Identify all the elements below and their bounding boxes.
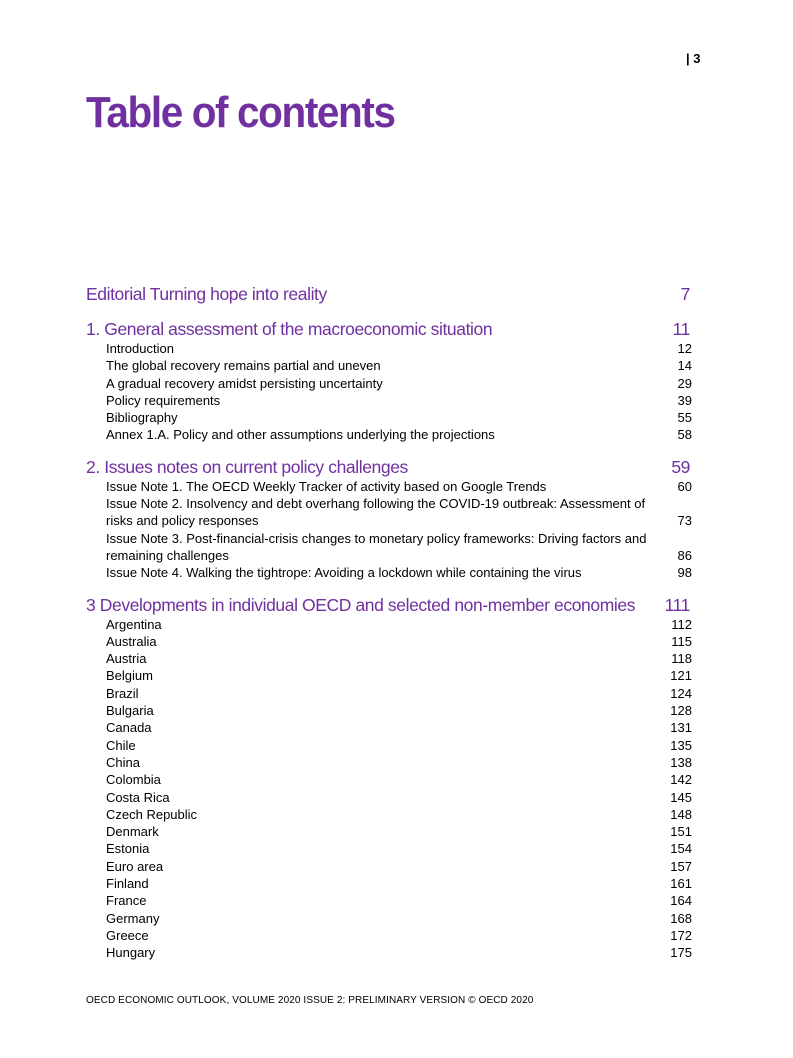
toc-entry-page-number: 157	[670, 858, 692, 874]
page-footer: OECD ECONOMIC OUTLOOK, VOLUME 2020 ISSUE 2: PRELIMINARY VERSION © OECD 2020	[86, 995, 534, 1006]
toc-entry-label: The global recovery remains partial and uneven	[106, 358, 381, 374]
toc-entry[interactable]	[86, 340, 692, 357]
chapter-title: Editorial Turning hope into reality	[86, 284, 327, 304]
toc-chapter-4[interactable]	[86, 595, 692, 615]
toc-entry-page-number: 115	[671, 633, 692, 649]
toc-entry-label: Costa Rica	[106, 789, 170, 805]
toc-entry-page-number: 168	[670, 910, 692, 926]
toc-entry[interactable]	[86, 564, 692, 581]
chapter-page-number: 59	[671, 456, 690, 477]
toc-entry[interactable]	[86, 426, 692, 443]
toc-entry[interactable]	[86, 685, 692, 702]
chapter-page-number: 111	[664, 594, 690, 615]
toc-entry-page-number: 60	[677, 478, 692, 494]
toc-entry-page-number: 135	[670, 737, 692, 753]
page-number: | 3	[686, 51, 701, 66]
toc-entry-page-number: 172	[670, 927, 692, 943]
toc-entry-label: Colombia	[106, 772, 161, 788]
toc-entry-page-number: 154	[670, 841, 692, 857]
toc-entry-page-number: 175	[670, 945, 692, 961]
toc-entry[interactable]	[86, 530, 692, 565]
toc-entry[interactable]	[86, 737, 692, 754]
toc-entry-label: Germany	[106, 910, 160, 926]
toc-entry[interactable]	[86, 875, 692, 892]
chapter-page-number: 7	[680, 284, 690, 304]
toc-entry[interactable]	[86, 409, 692, 426]
toc-entry-label: Issue Note 3. Post-financial-crisis changes to monetary policy frameworks: Driving factors and remaining challenges	[106, 530, 647, 563]
toc-entry-label: Czech Republic	[106, 806, 198, 822]
page-title: Table of contents	[86, 88, 395, 137]
chapter-title: 1. General assessment of the macroeconomic situation	[86, 319, 493, 339]
toc-entry[interactable]	[86, 823, 692, 840]
table-of-contents	[86, 284, 692, 962]
chapter-title: 2. Issues notes on current policy challenges	[86, 456, 408, 477]
toc-entry-label: Issue Note 4. Walking the tightrope: Avoiding a lockdown while containing the virus	[106, 565, 582, 581]
toc-entry-label: Canada	[106, 720, 152, 736]
toc-entry-label: Brazil	[106, 685, 139, 701]
toc-entry[interactable]	[86, 719, 692, 736]
chapter-spacer	[86, 305, 692, 319]
toc-entry-page-number: 124	[670, 685, 692, 701]
toc-chapter-1[interactable]	[86, 284, 692, 304]
toc-entry[interactable]	[86, 495, 692, 530]
toc-entry[interactable]	[86, 927, 692, 944]
toc-entry-label: Bulgaria	[106, 703, 154, 719]
toc-entry-label: Chile	[106, 737, 136, 753]
toc-entry-page-number: 128	[670, 703, 692, 719]
toc-entry-label: France	[106, 893, 147, 909]
toc-entry-page-number: 121	[670, 668, 692, 684]
toc-entry-label: Estonia	[106, 841, 150, 857]
toc-chapter-2[interactable]	[86, 319, 692, 339]
toc-entry-label: Policy requirements	[106, 392, 221, 408]
toc-entry[interactable]	[86, 840, 692, 857]
chapter-page-number: 11	[672, 319, 690, 339]
toc-entry-label: Argentina	[106, 616, 162, 632]
chapter-title: 3 Developments in individual OECD and selected non-member economies	[86, 594, 636, 615]
toc-entry[interactable]	[86, 944, 692, 961]
toc-entry-label: Greece	[106, 927, 149, 943]
toc-entry[interactable]	[86, 667, 692, 684]
toc-entry-label: Finland	[106, 876, 149, 892]
toc-entry[interactable]	[86, 633, 692, 650]
toc-entry[interactable]	[86, 789, 692, 806]
toc-entry-page-number: 58	[677, 427, 692, 443]
toc-entry-page-number: 55	[677, 410, 692, 426]
toc-entry[interactable]	[86, 375, 692, 392]
toc-chapter-3[interactable]	[86, 457, 692, 477]
toc-entry[interactable]	[86, 771, 692, 788]
toc-entry-page-number: 112	[671, 616, 692, 632]
toc-entry-page-number: 29	[677, 375, 692, 391]
toc-entry-label: Australia	[106, 633, 157, 649]
toc-entry-page-number: 86	[677, 547, 692, 563]
toc-entry-page-number: 39	[677, 392, 692, 408]
toc-entry[interactable]	[86, 754, 692, 771]
toc-entry[interactable]	[86, 392, 692, 409]
toc-entry[interactable]	[86, 650, 692, 667]
toc-entry-label: Annex 1.A. Policy and other assumptions underlying the projections	[106, 427, 495, 443]
toc-entry-label: A gradual recovery amidst persisting uncertainty	[106, 375, 383, 391]
toc-entry-page-number: 164	[670, 893, 692, 909]
toc-entry-page-number: 142	[670, 772, 692, 788]
toc-entry-page-number: 14	[677, 358, 692, 374]
toc-entry[interactable]	[86, 910, 692, 927]
toc-entry-page-number: 148	[670, 806, 692, 822]
toc-entry[interactable]	[86, 702, 692, 719]
toc-entry-page-number: 12	[677, 341, 692, 356]
toc-entry[interactable]	[86, 806, 692, 823]
toc-entry-label: Issue Note 2. Insolvency and debt overhang following the COVID-19 outbreak: Assessment of risks and policy responses	[106, 496, 646, 529]
chapter-spacer	[86, 444, 692, 457]
toc-entry[interactable]	[86, 478, 692, 495]
toc-entry[interactable]	[86, 892, 692, 909]
toc-entry-page-number: 151	[670, 824, 692, 840]
toc-entry[interactable]	[86, 858, 692, 875]
toc-entry-label: Introduction	[106, 341, 174, 356]
toc-entry[interactable]	[86, 616, 692, 633]
toc-entry-label: Austria	[106, 651, 147, 667]
toc-entry-page-number: 131	[670, 720, 692, 736]
toc-entry-label: Bibliography	[106, 410, 178, 426]
toc-entry-label: Euro area	[106, 858, 164, 874]
toc-entry-label: Issue Note 1. The OECD Weekly Tracker of activity based on Google Trends	[106, 478, 547, 494]
toc-entry-page-number: 138	[670, 754, 692, 770]
toc-entry-page-number: 98	[677, 565, 692, 581]
toc-entry-page-number: 73	[677, 513, 692, 529]
toc-entry-label: Denmark	[106, 824, 159, 840]
toc-entry-page-number: 161	[670, 876, 692, 892]
toc-entry[interactable]	[86, 357, 692, 374]
chapter-spacer	[86, 582, 692, 595]
toc-entry-label: China	[106, 754, 140, 770]
toc-entry-page-number: 118	[671, 651, 692, 667]
toc-entry-label: Belgium	[106, 668, 153, 684]
toc-entry-label: Hungary	[106, 945, 156, 961]
toc-entry-page-number: 145	[670, 789, 692, 805]
